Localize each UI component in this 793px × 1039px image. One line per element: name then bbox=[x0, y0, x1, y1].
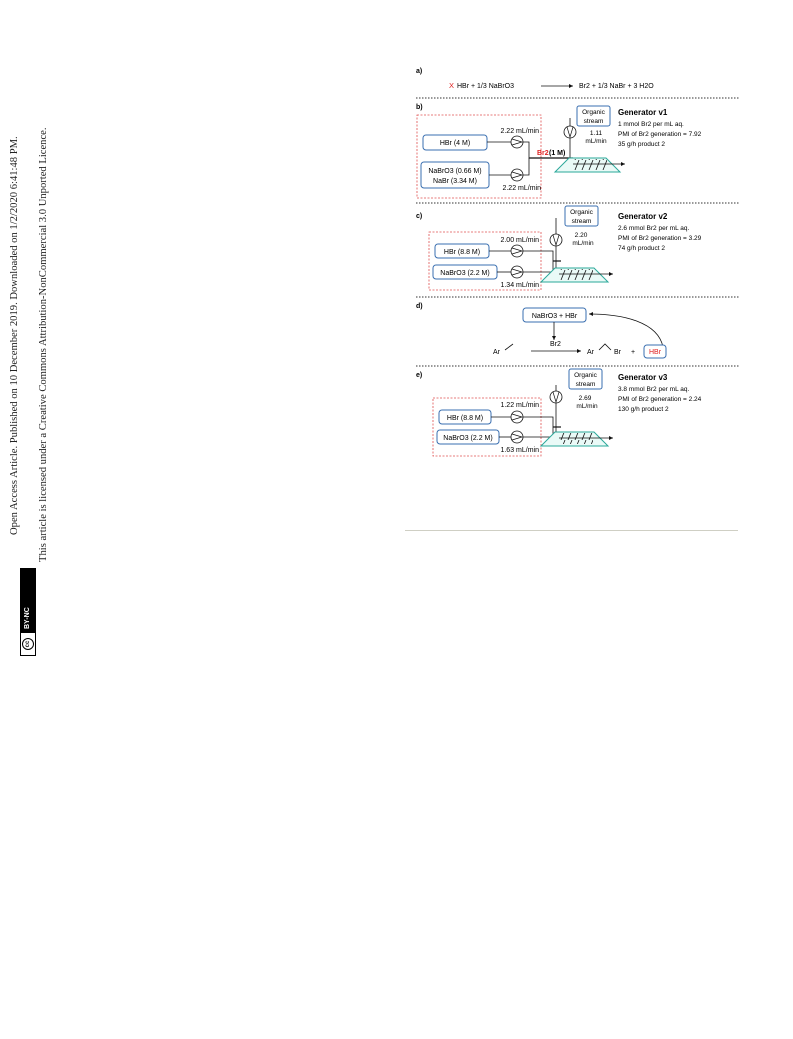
br2-label: Br2 bbox=[537, 150, 549, 157]
v1-line1: 1 mmol Br2 per mL aq. bbox=[618, 121, 684, 128]
flow-nabro3-v1: 2.22 mL/min bbox=[502, 185, 541, 192]
red-x-mark: X bbox=[449, 81, 455, 90]
reaction-scheme-figure bbox=[413, 60, 743, 460]
organic-label: Organic bbox=[582, 109, 605, 116]
organic-label: Organic bbox=[574, 372, 597, 379]
flow-nabro3-v2: 1.34 mL/min bbox=[500, 282, 539, 289]
panel-b-label: b) bbox=[416, 104, 423, 111]
v2-line2: PMI of Br2 generation = 3.29 bbox=[618, 235, 702, 242]
reagent-hbr-88-v3: HBr (8.8 M) bbox=[446, 415, 484, 422]
cc-license-badge[interactable] bbox=[20, 568, 36, 656]
flow-nabro3-v3: 1.63 mL/min bbox=[500, 447, 539, 454]
equation-lhs: HBr + 1/3 NaBrO3 bbox=[457, 83, 514, 90]
organic-flow-unit: mL/min bbox=[585, 138, 607, 145]
stream-label: stream bbox=[575, 381, 596, 388]
flow-hbr-v1: 2.22 mL/min bbox=[500, 128, 539, 135]
hbr-byproduct: HBr bbox=[648, 349, 662, 356]
reagent-hbr-88-v2: HBr (8.8 M) bbox=[443, 249, 481, 256]
generator-v2-title: Generator v2 bbox=[618, 212, 668, 221]
br2-conc: (1 M) bbox=[549, 150, 566, 157]
generator-v3-title: Generator v3 bbox=[618, 373, 668, 382]
br2-reagent: Br2 bbox=[550, 341, 561, 348]
reagent-hbr-4m: HBr (4 M) bbox=[439, 140, 471, 147]
panel-a-label: a) bbox=[416, 68, 423, 75]
organic-label: Organic bbox=[570, 209, 593, 216]
v3-line2: PMI of Br2 generation = 2.24 bbox=[618, 396, 702, 403]
plus-sign: + bbox=[631, 349, 636, 356]
cc-logo-icon: cc bbox=[21, 633, 35, 655]
reagent-nabro3-066: NaBrO3 (0.66 M) bbox=[428, 168, 482, 175]
reagent-nabr-334: NaBr (3.34 M) bbox=[433, 178, 477, 185]
panel-c-label: c) bbox=[416, 213, 423, 220]
section-rule bbox=[405, 530, 738, 531]
flow-hbr-v3: 1.22 mL/min bbox=[500, 402, 539, 409]
ar-start: Ar bbox=[493, 349, 500, 356]
organic-flow-unit: mL/min bbox=[576, 403, 598, 410]
v1-line2: PMI of Br2 generation = 7.92 bbox=[618, 131, 702, 138]
reagent-nabro3-22-v3: NaBrO3 (2.2 M) bbox=[443, 435, 493, 442]
generator-v1-title: Generator v1 bbox=[618, 108, 668, 117]
equation-rhs: Br2 + 1/3 NaBr + 3 H2O bbox=[579, 83, 654, 90]
organic-flow-v3: 2.69 bbox=[578, 395, 592, 402]
reagent-nabro3-22-v2: NaBrO3 (2.2 M) bbox=[440, 270, 490, 277]
cc-badge-text: BY-NC bbox=[21, 569, 35, 633]
v1-line3: 35 g/h product 2 bbox=[618, 141, 665, 148]
recycle-arrow bbox=[589, 314, 663, 347]
ar-product: Ar bbox=[587, 349, 594, 356]
v3-line1: 3.8 mmol Br2 per mL aq. bbox=[618, 386, 690, 393]
license-sidebar bbox=[0, 0, 60, 1039]
stream-label: stream bbox=[571, 218, 592, 225]
organic-flow-v2: 2.20 bbox=[574, 232, 588, 239]
v3-line3: 130 g/h product 2 bbox=[618, 406, 669, 413]
organic-flow-unit: mL/min bbox=[572, 240, 594, 247]
nabro3-hbr-label: NaBrO3 + HBr bbox=[531, 313, 578, 320]
v2-line3: 74 g/h product 2 bbox=[618, 245, 665, 252]
flow-hbr-v2: 2.00 mL/min bbox=[500, 237, 539, 244]
br-product: Br bbox=[614, 349, 621, 356]
panel-e-label: e) bbox=[416, 372, 423, 379]
v2-line1: 2.6 mmol Br2 per mL aq. bbox=[618, 225, 690, 232]
organic-flow-v1: 1.11 bbox=[589, 130, 603, 137]
stream-label: stream bbox=[583, 118, 604, 125]
publication-line: Open Access Article. Published on 10 December 2019. Downloaded on 1/2/2020 6:41:48 PM. bbox=[9, 136, 20, 535]
panel-d-label: d) bbox=[416, 303, 423, 310]
licence-line-visible: This article is licensed under a Creative Commons Attribution-NonCommercial 3.0 Unported Licence. bbox=[38, 127, 49, 562]
